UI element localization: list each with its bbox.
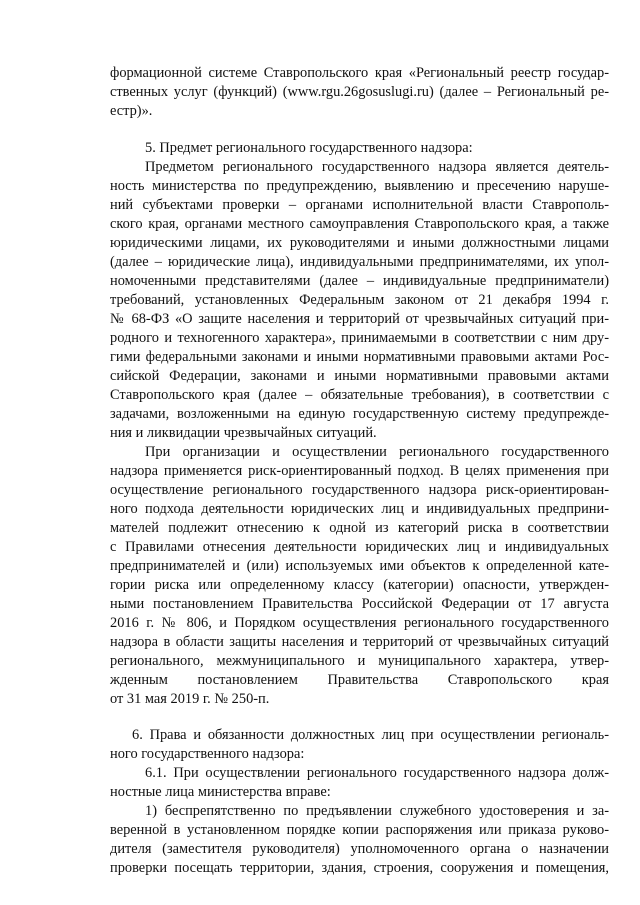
text-line: Предметом регионального государственного надзора является деятель- — [145, 159, 609, 175]
text-line: ного подхода деятельности юридических лиц и индивидуальных предприни- — [110, 501, 609, 517]
text-line: гими федеральными законами и иными нормативными правовыми актами Рос- — [110, 349, 609, 365]
text-line: юридическими лицами, их руководителями и иными должностными лицами — [110, 235, 609, 251]
text-line: ными постановлением Правительства Российской Федерации от 17 августа — [110, 596, 609, 612]
text-line: При организации и осуществлении регионального государственного — [145, 444, 609, 460]
text-line: 6.1. При осуществлении регионального государственного надзора долж- — [145, 765, 609, 781]
text-line: жденным постановлением Правительства Ставропольского края — [110, 672, 609, 688]
text-line: с Правилами отнесения деятельности юридических лиц и индивидуальных — [110, 539, 609, 555]
text-line: Ставропольского края (далее – обязательные требования), в соответствии с — [110, 387, 609, 403]
text-line: веренной в установленном порядке копии распоряжения или приказа руково- — [110, 822, 609, 838]
text-line: дителя (заместителя руководителя) уполномоченного органа о назначении — [110, 841, 609, 857]
text-line: № 68-ФЗ «О защите населения и территорий от чрезвычайных ситуаций при- — [110, 311, 609, 327]
text-line: ния и ликвидации чрезвычайных ситуаций. — [110, 425, 377, 441]
section-heading: 5. Предмет регионального государственного надзора: — [145, 140, 473, 156]
text-line: номоченными представителями (далее – индивидуальные предприниматели) — [110, 273, 609, 289]
text-line: 2016 г. № 806, и Порядком осуществления регионального государственного — [110, 615, 609, 631]
text-line: мателей подлежит отнесению к одной из категорий риска в соответствии — [110, 520, 609, 536]
text-line: предпринимателей и (или) используемых ими объектов к определенной кате- — [110, 558, 609, 574]
section-heading: 6. Права и обязанности должностных лиц при осуществлении региональ- — [132, 727, 609, 743]
text-line: регионального, межмуниципального и муниципального характера, утвер- — [110, 653, 609, 669]
text-line: формационной системе Ставропольского края «Региональный реестр государ- — [110, 65, 609, 81]
text-line: от 31 мая 2019 г. № 250-п. — [110, 691, 270, 707]
text-line: ность министерства по предупреждению, выявлению и пресечению наруше- — [110, 178, 609, 194]
text-line: задачами, возложенными на единую государственную систему предупрежде- — [110, 406, 609, 422]
text-line: ского края, органами местного самоуправления Ставропольского края, а также — [110, 216, 609, 232]
text-line: ний субъектами проверки – органами исполнительной власти Ставрополь- — [110, 197, 609, 213]
text-line: требований, установленных Федеральным законом от 21 декабря 1994 г. — [110, 292, 609, 308]
text-line: сийской Федерации, законами и иными нормативными правовыми актами — [110, 368, 609, 384]
text-line: надзора применяется риск-ориентированный подход. В целях применения при — [110, 463, 609, 479]
text-line: ственных услуг (функций) (www.rgu.26gosuslugi.ru) (далее – Региональный ре- — [110, 84, 609, 100]
text-line: родного и техногенного характера», принимаемыми в соответствии с ним дру- — [110, 330, 609, 346]
text-line: 1) беспрепятственно по предъявлении служебного удостоверения и за- — [145, 803, 609, 819]
text-line: ностные лица министерства вправе: — [110, 784, 331, 800]
text-line: осуществление регионального государственного надзора риск-ориентирован- — [110, 482, 609, 498]
text-line: проверки посещать территории, здания, строения, сооружения и помещения, — [110, 860, 609, 876]
text-line: естр)». — [110, 103, 153, 119]
text-line: гории риска или определенному классу (категории) опасности, утвержден- — [110, 577, 609, 593]
text-line: ного государственного надзора: — [110, 746, 305, 762]
text-line: (далее – юридические лица), индивидуальными предпринимателями, их упол- — [110, 254, 609, 270]
text-line: надзора в области защиты населения и территорий от чрезвычайных ситуаций — [110, 634, 609, 650]
